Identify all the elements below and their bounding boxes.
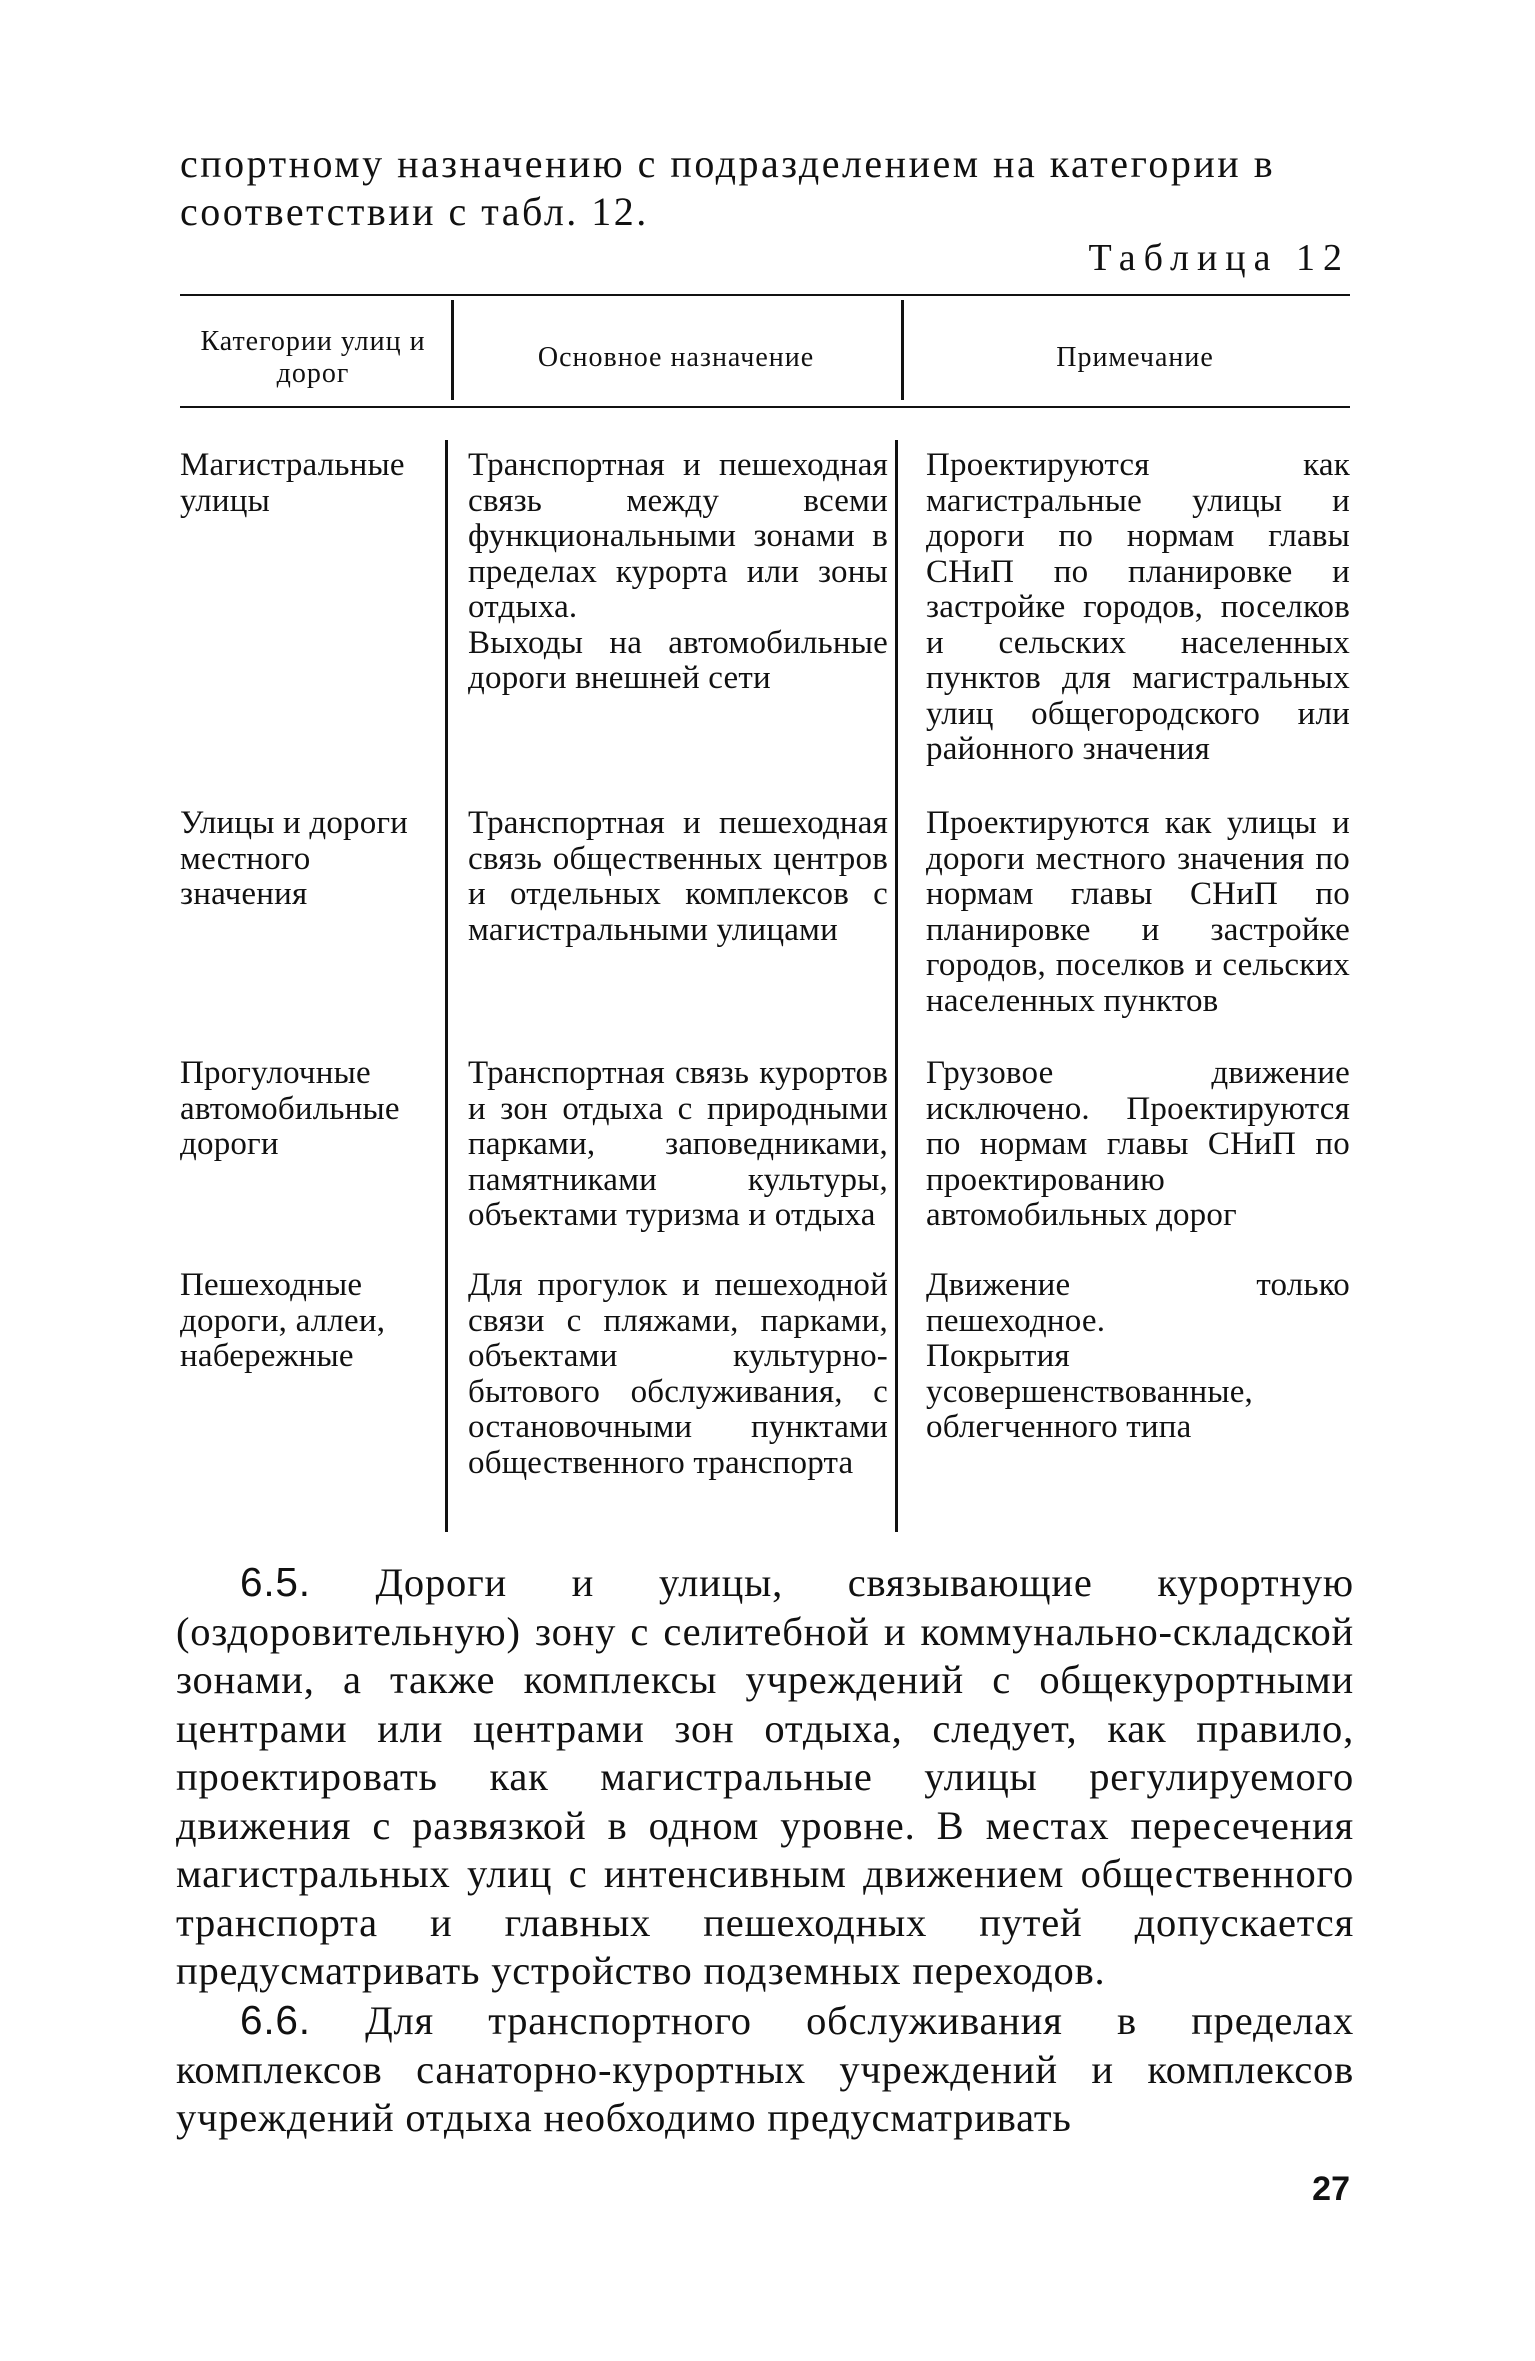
header-purpose: Основное назначение	[537, 342, 815, 373]
paragraph-6-6	[176, 1996, 1354, 2143]
header-column-divider-1	[451, 300, 454, 400]
header-category: Категории улиц и дорог	[200, 326, 426, 389]
table-header-rule	[180, 406, 1350, 408]
header-column-divider-2	[901, 300, 904, 400]
row4-note	[926, 1268, 1350, 1446]
paragraph-6-6-text: Для транспортного обслуживания в пределах комплексов санаторно-курортных учреждений и комплексов учреждений отдыха необходимо предусматривать	[176, 1998, 1354, 2140]
row1-purpose-p1: Транспортная и пешеходная связь между всеми функциональными зонами в пределах курорта или зоны отдыха.	[468, 447, 888, 625]
row4-purpose-p1: Для прогулок и пешеходной связи с пляжами, парками, объектами культурно-бытового обслуживания, с остановочными пунктами общественного транспорта	[468, 1267, 888, 1481]
row3-purpose-p1: Транспортная связь курортов и зон отдыха с природными парками, заповедниками, памятниками культуры, объектами туризма и отдыха	[468, 1055, 888, 1233]
row2-purpose-p1: Транспортная и пешеходная связь общественных центров и отдельных комплексов с магистральными улицами	[468, 805, 888, 948]
row1-category: Магистральные улицы	[180, 447, 405, 519]
row4-category: Пешеходные дороги, аллеи, набережные	[180, 1267, 386, 1374]
row1-purpose-p2: Выходы на автомобильные дороги внешней сети	[468, 624, 888, 696]
row4-note-p1: Движение только пешеходное.	[926, 1267, 1350, 1339]
row4-purpose	[468, 1268, 888, 1481]
row2-note-p1: Проектируются как улицы и дороги местного значения по нормам главы СНиП по планировке и застройке городов, поселков и сельских населенных пунктов	[926, 805, 1350, 1019]
row2-purpose	[468, 806, 888, 948]
row3-note-p1: Грузовое движение исключено. Проектируются по нормам главы СНиП по проектированию автомобильных дорог	[926, 1055, 1350, 1233]
table-top-rule	[180, 294, 1350, 296]
paragraph-6-6-number: 6.6.	[240, 1997, 311, 2043]
row2-note	[926, 806, 1350, 1019]
row1-note-p1: Проектируются как магистральные улицы и дороги по нормам главы СНиП по планировке и застройке городов, поселков и сельских населенных пунктов для магистральных улиц общегородского или районного значения	[926, 447, 1350, 767]
table-caption: Таблица 12	[1088, 237, 1350, 279]
row1-note	[926, 448, 1350, 768]
intro-text: спортному назначению с подразделением на категории в соответствии с табл. 12.	[180, 141, 1276, 234]
row3-note	[926, 1056, 1350, 1234]
paragraph-6-5-number: 6.5.	[240, 1559, 311, 1605]
row3-purpose	[468, 1056, 888, 1234]
row2-category: Улицы и дороги местного значения	[180, 805, 409, 912]
row1-purpose	[468, 448, 888, 697]
body-column-divider-2	[895, 440, 898, 1532]
body-column-divider-1	[445, 440, 448, 1532]
row4-note-p2: Покрытия усовершенствованные, облегченного типа	[926, 1338, 1254, 1445]
row3-category: Прогулочные автомобильные дороги	[180, 1055, 400, 1162]
paragraph-6-5	[176, 1558, 1354, 1996]
header-note: Примечание	[1056, 342, 1214, 373]
page-number: 27	[1312, 2170, 1350, 2208]
paragraph-6-5-text: Дороги и улицы, связывающие курортную (оздоровительную) зону с селитебной и коммунально-складской зонами, а также комплексы учреждений с общекурортными центрами или центрами зон отдыха, следует, как правило, проектировать как магистральные улицы регулируемого движения с развязкой в одном уровне. В местах пересечения магистральных улиц с интенсивным движением общественного транспорта и главных пешеходных путей допускается предусматривать устройство подземных переходов.	[176, 1560, 1354, 1993]
